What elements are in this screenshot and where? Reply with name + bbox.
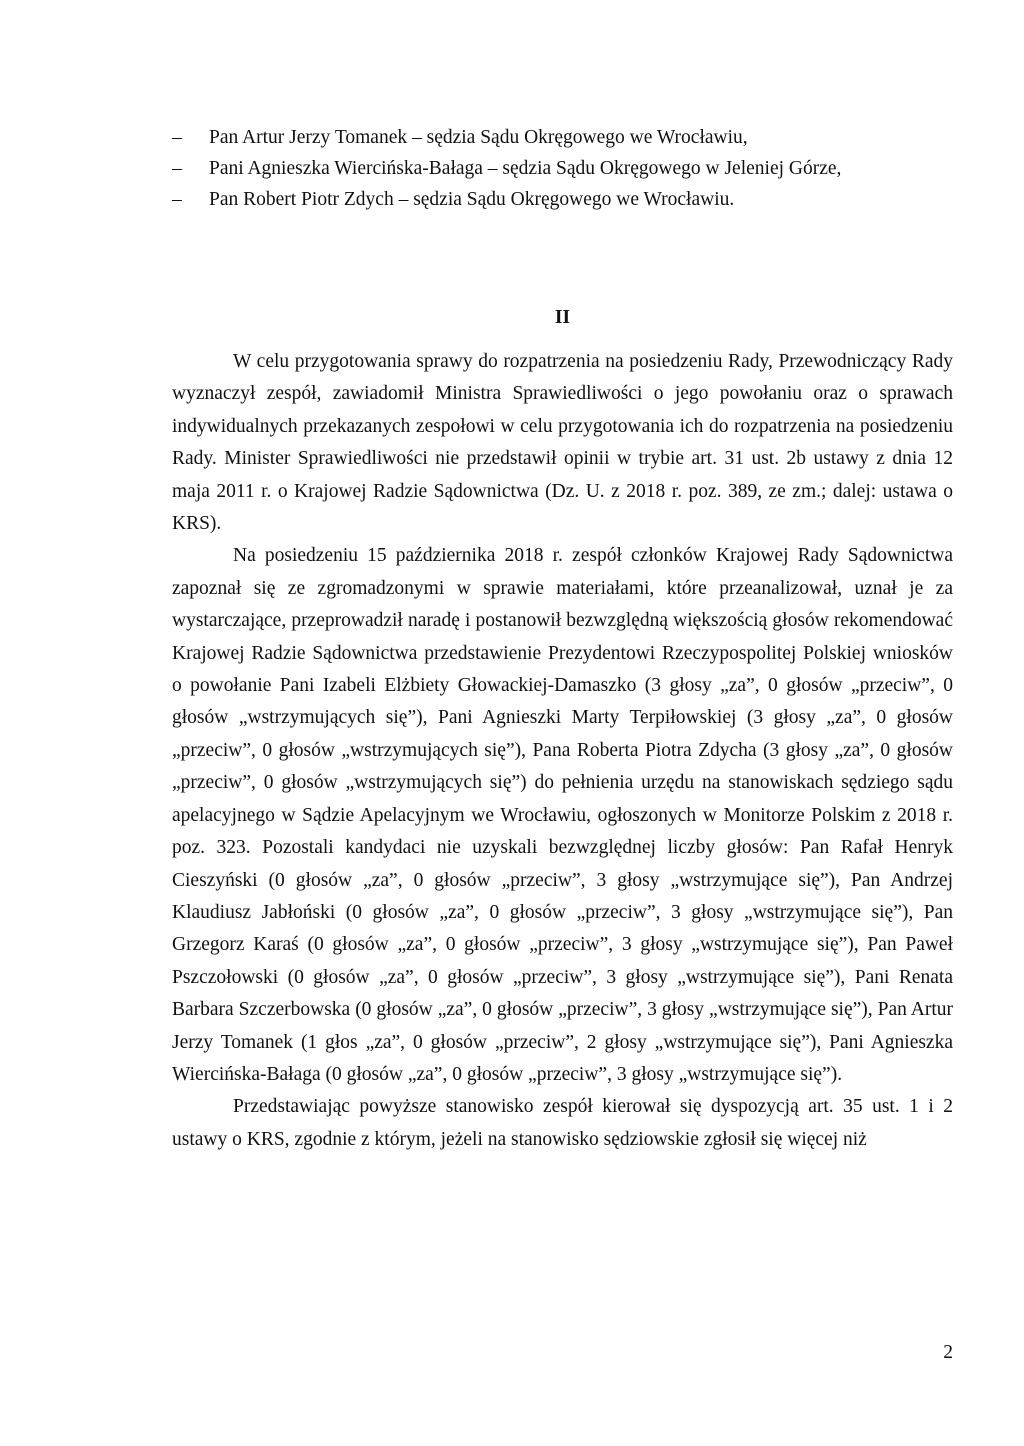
list-bullet: –: [172, 189, 182, 210]
document-body: [172, 346, 953, 1156]
list-item-text: Pan Artur Jerzy Tomanek – sędzia Sądu Okręgowego we Wrocławiu,: [209, 127, 748, 148]
paragraph: Przedstawiając powyższe stanowisko zespół kierował się dyspozycją art. 35 ust. 1 i 2 ustawy o KRS, zgodnie z którym, jeżeli na stanowisko sędziowskie zgłosił się więcej niż: [172, 1096, 953, 1150]
list-item-text: Pani Agnieszka Wiercińska-Bałaga – sędzia Sądu Okręgowego w Jeleniej Górze,: [209, 158, 842, 179]
list-item-text: Pan Robert Piotr Zdych – sędzia Sądu Okręgowego we Wrocławiu.: [209, 189, 735, 210]
list-bullet: –: [172, 127, 182, 148]
list-item: [172, 123, 972, 154]
list-item: [172, 185, 972, 216]
paragraph: W celu przygotowania sprawy do rozpatrzenia na posiedzeniu Rady, Przewodniczący Rady wyznaczył zespół, zawiadomił Ministra Sprawiedliwości o jego powołaniu oraz o sprawach indywidualnych przekazanych zespołowi w celu przygotowania ich do rozpatrzenia na posiedzeniu Rady. Minister Sprawiedliwości nie przedstawił opinii w trybie art. 31 ust. 2b ustawy z dnia 12 maja 2011 r. o Krajowej Radzie Sądownictwa (Dz. U. z 2018 r. poz. 389, ze zm.; dalej: ustawa o KRS).: [172, 351, 953, 535]
judges-list: [172, 123, 972, 216]
section-heading: II: [554, 307, 571, 328]
paragraph: Na posiedzeniu 15 października 2018 r. zespół członków Krajowej Rady Sądownictwa zapoznał się ze zgromadzonymi w sprawie materiałami, które przeanalizował, uznał je za wystarczające, przeprowadził naradę i postanowił bezwzględną większością głosów rekomendować Krajowej Radzie Sądownictwa przedstawienie Prezydentowi Rzeczypospolitej Polskiej wniosków o powołanie Pani Izabeli Elżbiety Głowackiej-Damaszko (3 głosy „za”, 0 głosów „przeciw”, 0 głosów „wstrzymujących się”), Pani Agnieszki Marty Terpiłowskiej (3 głosy „za”, 0 głosów „przeciw”, 0 głosów „wstrzymujących się”), Pana Roberta Piotra Zdycha (3 głosy „za”, 0 głosów „przeciw”, 0 głosów „wstrzymujących się”) do pełnienia urzędu na stanowiskach sędziego sądu apelacyjnego w Sądzie Apelacyjnym we Wrocławiu, ogłoszonych w Monitorze Polskim z 2018 r. poz. 323. Pozostali kandydaci nie uzyskali bezwzględnej liczby głosów: Pan Rafał Henryk Cieszyński (0 głosów „za”, 0 głosów „przeciw”, 3 głosy „wstrzymujące się”), Pan Andrzej Klaudiusz Jabłoński (0 głosów „za”, 0 głosów „przeciw”, 3 głosy „wstrzymujące się”), Pan Grzegorz Karaś (0 głosów „za”, 0 głosów „przeciw”, 3 głosy „wstrzymujące się”), Pan Paweł Pszczołowski (0 głosów „za”, 0 głosów „przeciw”, 3 głosy „wstrzymujące się”), Pani Renata Barbara Szczerbowska (0 głosów „za”, 0 głosów „przeciw”, 3 głosy „wstrzymujące się”), Pan Artur Jerzy Tomanek (1 głos „za”, 0 głosów „przeciw”, 2 głosy „wstrzymujące się”), Pani Agnieszka Wiercińska-Bałaga (0 głosów „za”, 0 głosów „przeciw”, 3 głosy „wstrzymujące się”).: [172, 545, 953, 1085]
list-bullet: –: [172, 158, 182, 179]
page-number: 2: [943, 1342, 953, 1363]
list-item: [172, 154, 972, 185]
